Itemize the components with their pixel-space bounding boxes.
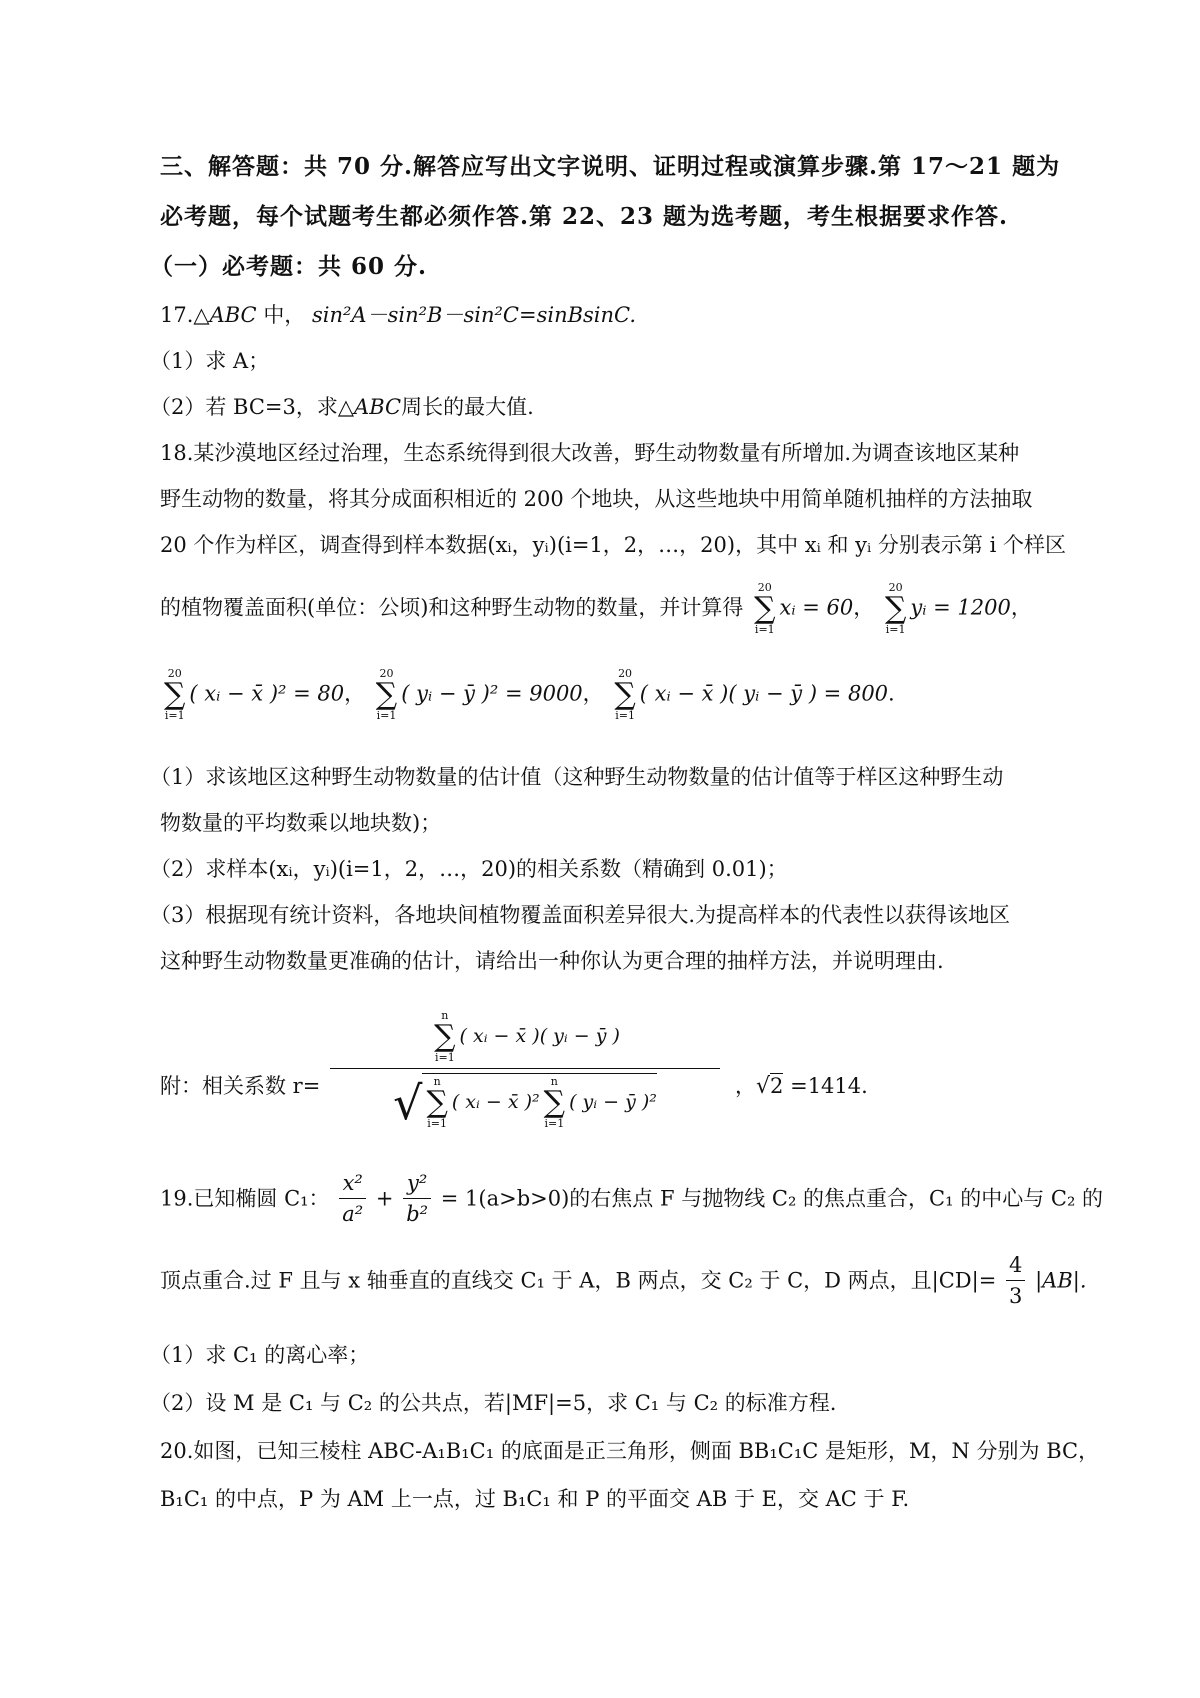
- sum-x-value: xᵢ = 60: [779, 595, 854, 620]
- q18-part-1-line-2: 物数量的平均数乘以地块数)；: [160, 811, 442, 835]
- q17-triangle-label: ABC: [209, 303, 257, 327]
- q19-line-1-text-b: = 1(a>b>0)的右焦点 F 与抛物线 C₂ 的焦点重合，C₁ 的中心与 C₂ 的: [440, 1186, 1104, 1211]
- summation-xx: 20 ∑ i=1: [164, 667, 186, 722]
- summation-xy: 20 ∑ i=1: [614, 667, 636, 722]
- sum-y-value: yᵢ = 1200: [910, 595, 1011, 620]
- q17-part-2-text-a: （2）若 BC=3，求: [150, 395, 338, 419]
- q20-line-2: B₁C₁ 的中点，P 为 AM 上一点，过 B₁C₁ 和 P 的平面交 AB 于 E，交 AC 于 F.: [160, 1487, 910, 1511]
- q19-part-2: （2）设 M 是 C₁ 与 C₂ 的公共点，若|MF|=5，求 C₁ 与 C₂ 的标准方程.: [150, 1391, 837, 1415]
- q19-line-2-text-a: 顶点重合.过 F 且与 x 轴垂直的直线交 C₁ 于 A，B 两点，交 C₂ 于 C，D 两点，且|CD|=: [160, 1268, 997, 1293]
- formula-denominator: √ n ∑ i=1 ( xᵢ − x̄ )² n ∑ i=1 ( yᵢ − ȳ )²: [393, 1075, 657, 1130]
- q18-part-3-line-2: 这种野生动物数量更准确的估计，请给出一种你认为更合理的抽样方法，并说明理由.: [160, 949, 944, 973]
- q19-part-1: （1）求 C₁ 的离心率；: [150, 1343, 370, 1367]
- formula-label: 附：相关系数 r=: [160, 1074, 321, 1098]
- q19-line-2-text-b: |AB|.: [1035, 1268, 1087, 1293]
- triangle-symbol: △: [337, 395, 355, 419]
- q20-line-1: 20.如图，已知三棱柱 ABC-A₁B₁C₁ 的底面是正三角形，侧面 BB₁C₁C 是矩形，M，N 分别为 BC，: [160, 1439, 1100, 1463]
- q18-line-4: 的植物覆盖面积(单位：公顷)和这种野生动物的数量，并计算得 20 ∑ i=1 xᵢ = 60， 20 ∑ i=1 yᵢ = 1200，: [160, 581, 1032, 636]
- sum-xx-value: ( xᵢ − x̄ )² = 80: [189, 681, 345, 706]
- q18-part-2: （2）求样本(xᵢ，yᵢ)(i=1，2，…，20)的相关系数（精确到 0.01)；: [150, 857, 788, 881]
- q18-line-4-text: 的植物覆盖面积(单位：公顷)和这种野生动物的数量，并计算得: [160, 595, 744, 620]
- q18-line-3: 20 个作为样区，调查得到样本数据(xᵢ，yᵢ)(i=1，2，…，20)，其中 xᵢ 和 yᵢ 分别表示第 i 个样区: [160, 533, 1067, 557]
- q18-line-2: 野生动物的数量，将其分成面积相近的 200 个地块，从这些地块中用简单随机抽样的方法抽取: [160, 487, 1033, 511]
- four-thirds-fraction: $\frac{4}{3}$: [1006, 1250, 1025, 1311]
- sum-yy-value: ( yᵢ − ȳ )² = 9000: [401, 681, 583, 706]
- q17-number: 17.: [160, 303, 194, 327]
- q17-formula: sin²A－sin²B－sin²C=sinBsinC.: [312, 303, 637, 327]
- formula-numerator: n ∑ i=1 ( xᵢ − x̄ )( yᵢ − ȳ ): [330, 1010, 720, 1069]
- y2-over-b2: $\frac{\text{y²}}{\text{b²}}$: [403, 1168, 431, 1229]
- summation-yy: 20 ∑ i=1: [375, 667, 398, 722]
- q17-stem-mid: 中，: [263, 303, 306, 327]
- formula-fraction: [330, 1010, 720, 1130]
- q18-sums-line: 20 ∑ i=1 ( xᵢ − x̄ )² = 80， 20 ∑ i=1 ( yᵢ − ȳ )² = 9000， 20 ∑ i=1 ( xᵢ − x̄ )( yᵢ − ȳ ) = 800.: [164, 667, 895, 722]
- correlation-formula: [160, 1010, 960, 1160]
- sqrt2-value: ，√2 =1414.: [735, 1074, 868, 1099]
- summation-x: 20 ∑ i=1: [754, 581, 776, 636]
- q18-part-1-line-1: （1）求该地区这种野生动物数量的估计值（这种野生动物数量的估计值等于样区这种野生动: [150, 765, 1004, 789]
- q19-line-2: [160, 1250, 1087, 1310]
- triangle-symbol: △: [193, 303, 210, 327]
- q17-part-2-triangle: ABC: [354, 395, 402, 419]
- q17-part-2-text-b: 周长的最大值.: [401, 395, 534, 419]
- summation-y: 20 ∑ i=1: [884, 581, 907, 636]
- section-header-line-1: 三、解答题：共 70 分.解答应写出文字说明、证明过程或演算步骤.第 17～21 题为: [160, 153, 1061, 180]
- section-header-line-2: 必考题，每个试题考生都必须作答.第 22、23 题为选考题，考生根据要求作答.: [160, 203, 1009, 230]
- q19-line-1-text-a: 19.已知椭圆 C₁：: [160, 1186, 330, 1211]
- q18-part-3-line-1: （3）根据现有统计资料，各地块间植物覆盖面积差异很大.为提高样本的代表性以获得该地区: [150, 903, 1011, 927]
- section-subheader: （一）必考题：共 60 分.: [150, 253, 428, 280]
- sum-xy-value: ( xᵢ − x̄ )( yᵢ − ȳ ) = 800: [639, 681, 889, 706]
- q17-part-2: [150, 392, 534, 422]
- q17-stem: [160, 300, 636, 330]
- q18-line-1: 18.某沙漠地区经过治理，生态系统得到很大改善，野生动物数量有所增加.为调查该地区某种: [160, 441, 1020, 465]
- q19-line-1: 19.已知椭圆 C₁： $\frac{\text{x²}}{\text{a²}}$ + $\frac{\text{y²}}{\text{b²}}$ = 1(a>b>0)的右焦点 F 与抛物线 C₂ 的焦点重合，C₁ 的中心与 C₂ 的: [160, 1168, 1103, 1228]
- q17-part-1: （1）求 A；: [150, 349, 270, 373]
- x2-over-a2: $\frac{\text{x²}}{\text{a²}}$: [339, 1168, 366, 1229]
